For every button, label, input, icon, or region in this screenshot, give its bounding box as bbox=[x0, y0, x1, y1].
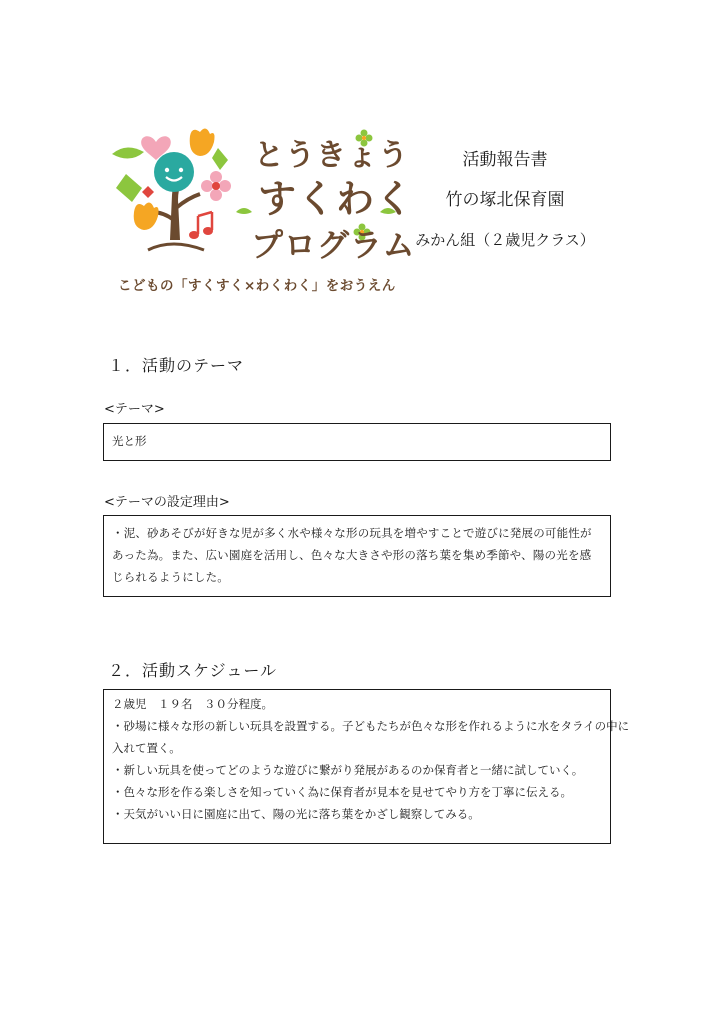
report-header bbox=[400, 150, 610, 270]
school-name: 竹の塚北保育園 bbox=[445, 190, 565, 210]
theme-label: <テーマ> bbox=[104, 402, 165, 417]
schedule-line: ・色々な形を作る楽しさを知っていく為に保育者が見本を見せてやり方を丁寧に伝える。 bbox=[112, 785, 572, 799]
logo-tagline: こどもの「すくすく×わくわく」をおうえん bbox=[118, 278, 396, 294]
schedule-line: 入れて置く。 bbox=[112, 741, 181, 755]
logo-title-line1: とうきょう bbox=[254, 138, 409, 173]
logo-title-line3: プログラム bbox=[251, 226, 416, 264]
reason-box bbox=[103, 515, 611, 597]
reason-text: ・泥、砂あそびが好きな児が多く水や様々な形の玩具を増やすことで遊びに発展の可能性があった為。また、広い園庭を活用し、色々な大きさや形の落ち葉を集め季節や、陽の光を感じられるようにした。 bbox=[112, 526, 592, 584]
schedule-line: ・天気がいい日に園庭に出て、陽の光に落ち葉をかざし観察してみる。 bbox=[112, 807, 480, 821]
schedule-line: ・砂場に様々な形の新しい玩具を設置する。子どもたちが色々な形を作れるように水をタライの中に bbox=[112, 719, 630, 733]
schedule-line: ２歳児 １９名 ３０分程度。 bbox=[112, 697, 273, 711]
section1-title: １．活動のテーマ bbox=[108, 356, 245, 375]
logo-title-line2: すくわく bbox=[258, 177, 415, 221]
theme-value: 光と形 bbox=[112, 434, 147, 448]
class-name: みかん組（２歳児クラス） bbox=[415, 231, 595, 249]
tokyo-sukuwaku-program-logo bbox=[108, 120, 416, 300]
schedule-line: ・新しい玩具を使ってどのような遊びに繋がり発展があるのか保育者と一緒に試していく。 bbox=[112, 763, 584, 777]
section2-title: ２．活動スケジュール bbox=[108, 661, 278, 680]
schedule-box bbox=[103, 689, 630, 844]
document-title: 活動報告書 bbox=[462, 150, 548, 170]
reason-label: <テーマの設定理由> bbox=[104, 495, 230, 510]
theme-box bbox=[103, 423, 611, 461]
